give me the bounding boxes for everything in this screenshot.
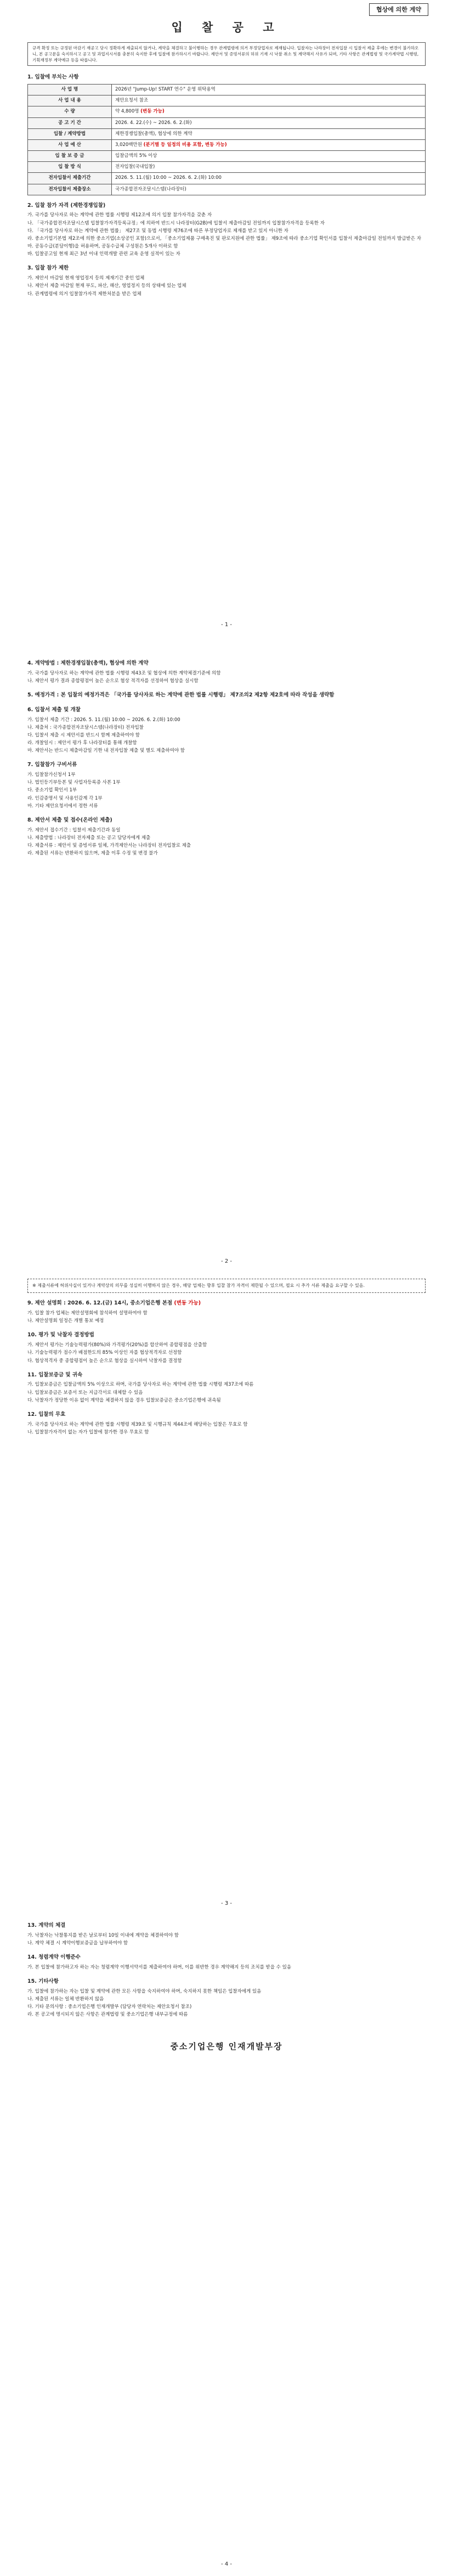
- list-item: 마. 제안서는 반드시 제출마감일 기한 내 전자입찰 제출 및 별도 제출하여야 함: [27, 748, 185, 754]
- bid-info-key: 수 량: [28, 106, 112, 117]
- bid-info-key: 사 업 예 산: [28, 139, 112, 150]
- list-item: 가. 제안서 평가는 기술능력평가(80%)와 가격평가(20%)를 합산하여 종합평점을 산출함: [27, 1342, 207, 1348]
- list-item: 다. 협상적격자 중 종합평점이 높은 순으로 협상을 실시하여 낙찰자를 결정함: [27, 1358, 182, 1364]
- list-item: 나. 계약 체결 시 계약이행보증금을 납부하여야 함: [27, 1940, 128, 1946]
- section-10-body: [27, 1342, 426, 1365]
- list-item: 다. 제출서류 : 제안서 및 증빙서류 일체, 가격제안서는 나라장터 전자입찰로 제출: [27, 843, 191, 848]
- list-item: 가. 입찰참가신청서 1부: [27, 772, 76, 778]
- list-item: 가. 입찰서 제출 기간 : 2026. 5. 11.(월) 10:00 ~ 2026. 6. 2.(화) 10:00: [27, 717, 180, 723]
- bid-info-key: 입 찰 방 식: [28, 162, 112, 173]
- section-10-heading: 10. 평가 및 낙찰자 결정방법: [27, 1332, 94, 1338]
- section-7-heading: 7. 입찰참가 구비서류: [27, 762, 77, 768]
- section-4-heading: 4. 계약방법 : 제한경쟁입찰(총액), 협상에 의한 계약: [27, 660, 149, 666]
- issuer-signature: 중소기업은행 인재개발부장: [170, 2041, 283, 2052]
- list-item: 나. 제안설명회 일정은 개별 통보 예정: [27, 1318, 104, 1324]
- list-item: 바. 입찰공고일 현재 최근 3년 이내 인력개발 관련 교육 운영 실적이 있는 자: [27, 251, 180, 257]
- bid-info-value: 2026. 5. 11.(월) 10:00 ~ 2026. 6. 2.(화) 10:00: [112, 173, 426, 184]
- list-item: 다. 기타 문의사항 : 중소기업은행 인재개발부 (담당자 연락처는 제안요청서 참조): [27, 2004, 192, 2010]
- section-13-heading: 13. 계약의 체결: [27, 1922, 66, 1928]
- list-item: 다. 관계법령에 의거 입찰참가자격 제한처분을 받은 업체: [27, 291, 141, 297]
- list-item: 가. 본 입찰에 참가하고자 하는 자는 청렴계약 이행서약서를 제출하여야 하며, 이를 위반한 경우 계약해지 등의 조치를 받을 수 있음: [27, 1964, 292, 1970]
- list-item: 나. 제출된 서류는 일체 반환하지 않음: [27, 1996, 104, 2002]
- page-number: - 2 -: [221, 1258, 232, 1264]
- bid-info-key: 공 고 기 간: [28, 117, 112, 128]
- bid-info-value: 전자입찰(국내입찰): [112, 162, 426, 173]
- list-item: 나. 입찰참가자격이 없는 자가 입찰에 참가한 경우 무효로 함: [27, 1429, 149, 1435]
- disclaimer-box: ※ 제출서류에 허위사실이 있거나 계약상의 의무를 성실히 이행하지 않은 경우, 해당 업체는 향후 입찰 참가 자격이 제한될 수 있으며, 필요 시 추가 서류 제출을 요구할 수 있음.: [27, 1279, 426, 1293]
- list-item: 가. 국가를 당사자로 하는 계약에 관한 법률 시행령 제43조 및 협상에 의한 계약체결기준에 의함: [27, 670, 221, 676]
- bid-info-value: 국가종합전자조달시스템(나라장터): [112, 184, 426, 195]
- list-item: 나. 제출방법 : 나라장터 전자제출 또는 공고 담당자에게 제출: [27, 835, 151, 841]
- bid-info-row: [28, 151, 426, 162]
- contract-type-badge: 협상에 의한 계약: [369, 3, 428, 16]
- list-item: 가. 입찰보증금은 입찰금액의 5% 이상으로 하며, 국가를 당사자로 하는 계약에 관한 법률 시행령 제37조에 따름: [27, 1382, 254, 1388]
- page-number: - 3 -: [221, 1900, 232, 1906]
- document-page-3: [0, 1279, 453, 1915]
- list-item: 나. 제안서 평가 결과 종합평점이 높은 순으로 협상 적격자를 선정하여 협상을 실시함: [27, 678, 199, 684]
- page-number: - 4 -: [221, 2561, 232, 2567]
- bid-info-row: [28, 128, 426, 139]
- list-item: 라. 개찰일시 : 제안서 평가 후 나라장터를 통해 개찰함: [27, 740, 137, 746]
- list-item: 라. 본 공고에 명시되지 않은 사항은 관계법령 및 중소기업은행 내부규정에 따름: [27, 2012, 188, 2018]
- list-item: 가. 입찰 참가 업체는 제안설명회에 참석하여 설명하여야 함: [27, 1311, 148, 1317]
- bid-info-value: 2026년 "Jump-Up! START 연수" 운영 위탁용역: [112, 85, 426, 95]
- list-item: 마. 공동수급(분담이행)을 허용하며, 공동수급체 구성원은 5개사 이하로 함: [27, 244, 178, 250]
- bid-info-row: [28, 85, 426, 95]
- bid-info-value: 3,020백만원 (분기별 등 일정의 비용 포함, 변동 가능): [112, 139, 426, 150]
- list-item: 가. 입찰에 참가하는 자는 입찰 및 계약에 관한 모든 사항을 숙지하여야 하며, 숙지하지 못한 책임은 입찰자에게 있음: [27, 1988, 262, 1994]
- section-14-body: [27, 1964, 426, 1971]
- list-item: 다. 「국가를 당사자로 하는 계약에 관한 법률」 제27조 및 동법 시행령 제76조에 따른 부정당업자로 제재를 받고 있지 아니한 자: [27, 228, 288, 234]
- page-number: - 1 -: [221, 621, 232, 628]
- bid-info-row: [28, 139, 426, 150]
- document-page-2: [0, 637, 453, 1273]
- list-item: 다. 입찰서 제출 시 제안서를 반드시 함께 제출하여야 함: [27, 732, 140, 738]
- section-6-body: [27, 717, 426, 755]
- section-2-body: [27, 212, 426, 258]
- section-9-heading: 9. 제안 설명회 : 2026. 6. 12.(금) 14시, 중소기업은행 본점 (변동 가능): [27, 1300, 201, 1307]
- document-title: 입 찰 공 고: [171, 21, 282, 34]
- list-item: 다. 중소기업 확인서 1부: [27, 788, 77, 794]
- section-4-body: [27, 670, 426, 685]
- bid-info-value: 2026. 4. 22.(수) ~ 2026. 6. 2.(화): [112, 117, 426, 128]
- bid-info-row: [28, 117, 426, 128]
- bid-info-row: [28, 95, 426, 106]
- section-1-heading: 1. 입찰에 부치는 사항: [27, 74, 79, 81]
- bid-info-value: 제안요청서 참조: [112, 95, 426, 106]
- section-12-heading: 12. 입찰의 무효: [27, 1411, 66, 1418]
- list-item: 가. 국가를 당사자로 하는 계약에 관한 법률 시행령 제12조에 의거 입찰 참가자격을 갖춘 자: [27, 212, 212, 218]
- list-item: 다. 낙찰자가 정당한 이유 없이 계약을 체결하지 않을 경우 입찰보증금은 중소기업은행에 귀속됨: [27, 1397, 221, 1403]
- list-item: 가. 국가를 당사자로 하는 계약에 관한 법률 시행령 제39조 및 시행규칙 제44조에 해당하는 입찰은 무효로 함: [27, 1421, 248, 1427]
- section-8-heading: 8. 제안서 제출 및 접수(온라인 제출): [27, 817, 112, 823]
- section-12-body: [27, 1421, 426, 1436]
- bid-info-row: [28, 106, 426, 117]
- bid-info-row: [28, 162, 426, 173]
- section-11-body: [27, 1381, 426, 1404]
- document-page-4: [0, 1922, 453, 2576]
- bid-info-row: [28, 173, 426, 184]
- section-11-heading: 11. 입찰보증금 및 귀속: [27, 1371, 83, 1378]
- list-item: 라. 인감증명서 및 사용인감계 각 1부: [27, 795, 103, 801]
- notice-box: 규격 확정 또는 규정된 마감기 재공고 당시 정확하게 제출되지 않거나, 계약을 체결하고 불이행하는 경우 관계법령에 의거 부정당업자로 제재됩니다. 입찰자는 나라장터 전자입찰 시 입찰서 제출 후에는 변경이 불가하오니, 본 공고문을 숙지하시고 공고 및 과업지시서를 충분히 숙지한 후에 입찰에 참가하시기 바랍니다. 제안서 및 증빙서류의 허위 기재 시 낙찰 취소 및 계약해지 사유가 되며, 기타 사항은 관계법령 및 국가계약법 시행령, 기획재정부 계약예규 등을 따릅니다.: [27, 42, 426, 66]
- bid-info-key: 입 찰 보 증 금: [28, 151, 112, 162]
- list-item: 나. 기술능력평가 점수가 배점한도의 85% 이상인 자를 협상적격자로 선정함: [27, 1350, 182, 1356]
- section-9-body: [27, 1310, 426, 1325]
- section-2-heading: 2. 입찰 참가 자격 (제한경쟁입찰): [27, 202, 106, 209]
- list-item: 가. 제안서 접수기간 : 입찰서 제출기간과 동일: [27, 827, 121, 833]
- bid-info-key: 입찰 / 계약방법: [28, 128, 112, 139]
- section-15-body: [27, 1988, 426, 2019]
- section-3-body: [27, 275, 426, 298]
- list-item: 라. 제출된 서류는 반환하지 않으며, 제출 이후 수정 및 변경 불가: [27, 851, 158, 857]
- section-8-body: [27, 827, 426, 858]
- bid-info-row: [28, 184, 426, 195]
- bid-info-key: 전자입찰서 제출기간: [28, 173, 112, 184]
- section-6-heading: 6. 입찰서 제출 및 개찰: [27, 706, 81, 713]
- section-7-body: [27, 772, 426, 810]
- list-item: 마. 기타 제안요청서에서 정한 서류: [27, 803, 98, 809]
- bid-info-value: 약 4,800명 (변동 가능): [112, 106, 426, 117]
- bid-info-value: 입찰금액의 5% 이상: [112, 151, 426, 162]
- list-item: 가. 제안서 마감일 현재 영업정지 등의 제재기간 중인 업체: [27, 275, 145, 282]
- list-item: 나. 제안서 제출 마감일 현재 부도, 파산, 해산, 영업정지 등의 상태에 있는 업체: [27, 283, 186, 289]
- list-item: 나. 법인등기부등본 및 사업자등록증 사본 1부: [27, 780, 121, 786]
- list-item: 나. 입찰보증금은 보증서 또는 지급각서로 대체할 수 있음: [27, 1390, 143, 1396]
- bid-info-table: [27, 84, 426, 195]
- list-item: 나. 제출처 : 국가종합전자조달시스템(나라장터) 전자입찰: [27, 724, 144, 730]
- bid-info-key: 사 업 내 용: [28, 95, 112, 106]
- bid-info-key: 사 업 명: [28, 85, 112, 95]
- section-3-heading: 3. 입찰 참가 제한: [27, 265, 69, 272]
- section-5-heading: 5. 예정가격 : 본 입찰의 예정가격은 「국가를 당사자로 하는 계약에 관한 법률 시행령」 제7조의2 제2항 제2호에 따라 작성을 생략함: [27, 692, 335, 699]
- section-15-heading: 15. 기타사항: [27, 1978, 59, 1984]
- list-item: 나. 「국가종합전자조달시스템 입찰참가자격등록규정」에 의하여 반드시 나라장터(G2B)에 입찰서 제출마감일 전일까지 입찰참가자격을 등록한 자: [27, 220, 325, 226]
- document-page-1: [0, 0, 453, 637]
- section-14-heading: 14. 청렴계약 이행준수: [27, 1954, 81, 1961]
- list-item: 라. 중소기업기본법 제2조에 의한 중소기업(소상공인 포함)으로서, 「중소기업제품 구매촉진 및 판로지원에 관한 법률」 제9조에 따라 중소기업 확인서를 입찰서 제출마감일 전일까지 발급받은 자: [27, 235, 421, 241]
- list-item: 가. 낙찰자는 낙찰통지를 받은 날로부터 10일 이내에 계약을 체결하여야 함: [27, 1932, 179, 1938]
- bid-info-value: 제한경쟁입찰(총액), 협상에 의한 계약: [112, 128, 426, 139]
- bid-info-key: 전자입찰서 제출장소: [28, 184, 112, 195]
- section-13-body: [27, 1932, 426, 1947]
